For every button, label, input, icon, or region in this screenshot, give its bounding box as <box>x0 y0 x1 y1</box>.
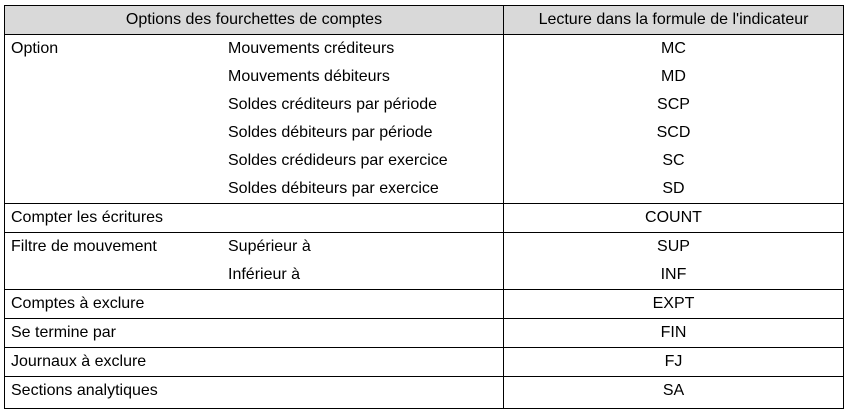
option-label: Journaux à exclure <box>11 353 147 370</box>
table-row <box>5 233 843 261</box>
formula-code: SD <box>662 180 685 197</box>
option-sublabel: Soldes créditeurs par période <box>228 96 438 113</box>
formula-code: SUP <box>657 238 690 255</box>
option-sublabel: Soldes crédideurs par exercice <box>228 152 448 169</box>
table-row <box>5 261 843 289</box>
table-row <box>5 63 843 91</box>
option-sublabel: Mouvements créditeurs <box>228 40 395 57</box>
formula-code: COUNT <box>645 209 702 226</box>
option-sublabel: Inférieur à <box>228 266 301 283</box>
row-group <box>5 204 843 233</box>
column-divider <box>503 6 504 408</box>
option-label: Comptes à exclure <box>11 295 145 312</box>
row-group <box>5 348 843 377</box>
option-sublabel: Supérieur à <box>228 238 311 255</box>
formula-code: MD <box>661 68 686 85</box>
table-row <box>5 35 843 63</box>
row-group <box>5 35 843 204</box>
option-label: Compter les écritures <box>11 209 164 226</box>
option-sublabel: Soldes débiteurs par période <box>228 124 433 141</box>
formula-code: FJ <box>664 353 683 370</box>
table-row <box>5 348 843 376</box>
table-row <box>5 91 843 119</box>
formula-code: SCD <box>656 124 691 141</box>
formula-code: SA <box>662 382 685 399</box>
formula-code: EXPT <box>652 295 695 312</box>
row-group <box>5 290 843 319</box>
header-options-label: Options des fourchettes de comptes <box>125 11 383 28</box>
formula-code: SC <box>662 152 685 169</box>
option-label: Se termine par <box>11 324 116 341</box>
formula-code: SCP <box>657 96 690 113</box>
table-row <box>5 290 843 318</box>
row-group <box>5 319 843 348</box>
row-group <box>5 377 843 405</box>
row-group <box>5 233 843 290</box>
table-header <box>5 6 843 35</box>
formula-code: MC <box>661 40 686 57</box>
header-formula-label: Lecture dans la formule de l'indicateur <box>538 11 809 28</box>
table-row <box>5 147 843 175</box>
option-label: Filtre de mouvement <box>11 238 157 255</box>
account-range-options-table <box>4 5 844 409</box>
table-row <box>5 175 843 203</box>
option-sublabel: Mouvements débiteurs <box>228 68 390 85</box>
formula-code: INF <box>660 266 687 283</box>
table-row <box>5 319 843 347</box>
table-row <box>5 119 843 147</box>
option-label: Sections analytiques <box>11 382 158 399</box>
option-label: Option <box>11 40 59 57</box>
formula-code: FIN <box>660 324 687 341</box>
table-row <box>5 204 843 232</box>
table-row <box>5 377 843 405</box>
option-sublabel: Soldes débiteurs par exercice <box>228 180 439 197</box>
